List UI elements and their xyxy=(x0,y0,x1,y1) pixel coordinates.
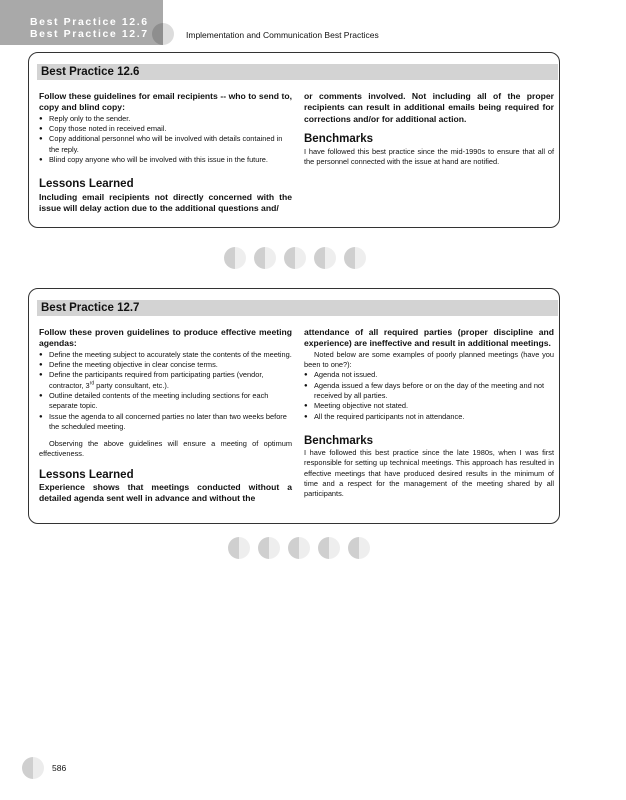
separator-dots xyxy=(224,247,366,269)
guideline-list xyxy=(39,350,292,432)
lessons-learned-heading: Lessons Learned xyxy=(39,178,134,191)
benchmarks-heading: Benchmarks xyxy=(304,434,374,447)
left-column xyxy=(39,91,292,214)
separator-dot-icon xyxy=(258,537,280,559)
left-column xyxy=(39,327,292,505)
box-heading-bar xyxy=(37,64,558,80)
benchmarks-heading: Benchmarks xyxy=(304,133,374,146)
tab-label-1: Best Practice 12.6 xyxy=(30,16,149,28)
list-item: ● Agenda issued a few days before or on the day of the meeting and not received by all parties. xyxy=(304,381,554,402)
separator-dot-icon xyxy=(284,247,306,269)
list-item: ● Reply only to the sender. xyxy=(39,114,292,124)
list-item-text: Define the participants required from participating parties (vendor, contractor, 3 xyxy=(49,370,264,390)
running-header: Implementation and Communication Best Practices xyxy=(186,30,379,40)
lessons-learned-heading: Lessons Learned xyxy=(39,468,134,481)
best-practice-12-7-box xyxy=(28,288,560,524)
list-item: ● Define the meeting objective in clear concise terms. xyxy=(39,360,292,370)
separator-dot-icon xyxy=(254,247,276,269)
superscript: rd xyxy=(89,380,95,387)
box-heading-bar xyxy=(37,300,558,316)
list-item: ● Define the meeting subject to accurately state the contents of the meeting. xyxy=(39,350,292,360)
right-column xyxy=(304,91,554,167)
separator-dot-icon xyxy=(348,537,370,559)
list-item-text: party consultant, etc.). xyxy=(94,380,169,390)
list-item: ● Blind copy anyone who will be involved with this issue in the future. xyxy=(39,155,292,165)
benchmarks-text: I have followed this best practice since the mid-1990s to ensure that all of the personnel connected with the issue at hand are notified. xyxy=(304,146,554,166)
tab-label-2: Best Practice 12.7 xyxy=(30,28,149,40)
separator-dot-icon xyxy=(228,537,250,559)
separator-dots xyxy=(228,537,370,559)
lessons-learned-text: Including email recipients not directly concerned with the issue will delay action due to the additional questions and/ xyxy=(39,191,292,213)
box-heading: Best Practice 12.7 xyxy=(41,302,140,314)
best-practice-12-6-box xyxy=(28,52,560,228)
separator-dot-icon xyxy=(344,247,366,269)
list-item xyxy=(39,370,292,391)
list-item: ● Copy additional personnel who will be involved with details contained in the reply. xyxy=(39,134,292,155)
separator-dot-icon xyxy=(288,537,310,559)
list-item: ● Meeting objective not stated. xyxy=(304,401,554,411)
list-item: ● Agenda not issued. xyxy=(304,370,554,380)
separator-dot-icon xyxy=(224,247,246,269)
section-tab xyxy=(0,0,163,45)
box-heading: Best Practice 12.6 xyxy=(41,66,140,78)
list-item: ● All the required participants not in attendance. xyxy=(304,412,554,422)
separator-dot-icon xyxy=(314,247,336,269)
list-item: ● Issue the agenda to all concerned parties no later than two weeks before the scheduled meeting. xyxy=(39,412,292,433)
tab-disc-icon xyxy=(152,23,174,45)
examples-intro: Noted below are some examples of poorly planned meetings (have you been to one?): xyxy=(304,349,554,370)
lessons-learned-continued: attendance of all required parties (proper discipline and experience) are ineffective and result in additional meetings. xyxy=(304,327,554,349)
lessons-learned-continued: or comments involved. Not including all of the proper recipients can result in additional emails being required for corrections and/or for additional action. xyxy=(304,91,554,124)
list-item: ● Outline detailed contents of the meeting including sections for each separate topic. xyxy=(39,391,292,412)
benchmarks-text: I have followed this best practice since the late 1980s, when I was first responsible for setting up technical meetings. This approach has resulted in effective meetings that have produced desired results in the minimum of time and a respect for the management of the meeting shared by all participants. xyxy=(304,448,554,499)
lessons-learned-text: Experience shows that meetings conducted without a detailed agenda sent well in advance and without the xyxy=(39,482,292,504)
lead-text: Follow these proven guidelines to produce effective meeting agendas: xyxy=(39,327,292,349)
guideline-list xyxy=(39,114,292,165)
lead-text: Follow these guidelines for email recipients -- who to send to, copy and blind copy: xyxy=(39,91,292,113)
poor-meeting-list xyxy=(304,370,554,421)
page-number: 586 xyxy=(52,763,67,773)
observation-text: Observing the above guidelines will ensure a meeting of optimum effectiveness. xyxy=(39,439,292,459)
separator-dot-icon xyxy=(318,537,340,559)
right-column xyxy=(304,327,554,500)
footer-disc-icon xyxy=(22,757,44,779)
list-item: ● Copy those noted in received email. xyxy=(39,124,292,134)
